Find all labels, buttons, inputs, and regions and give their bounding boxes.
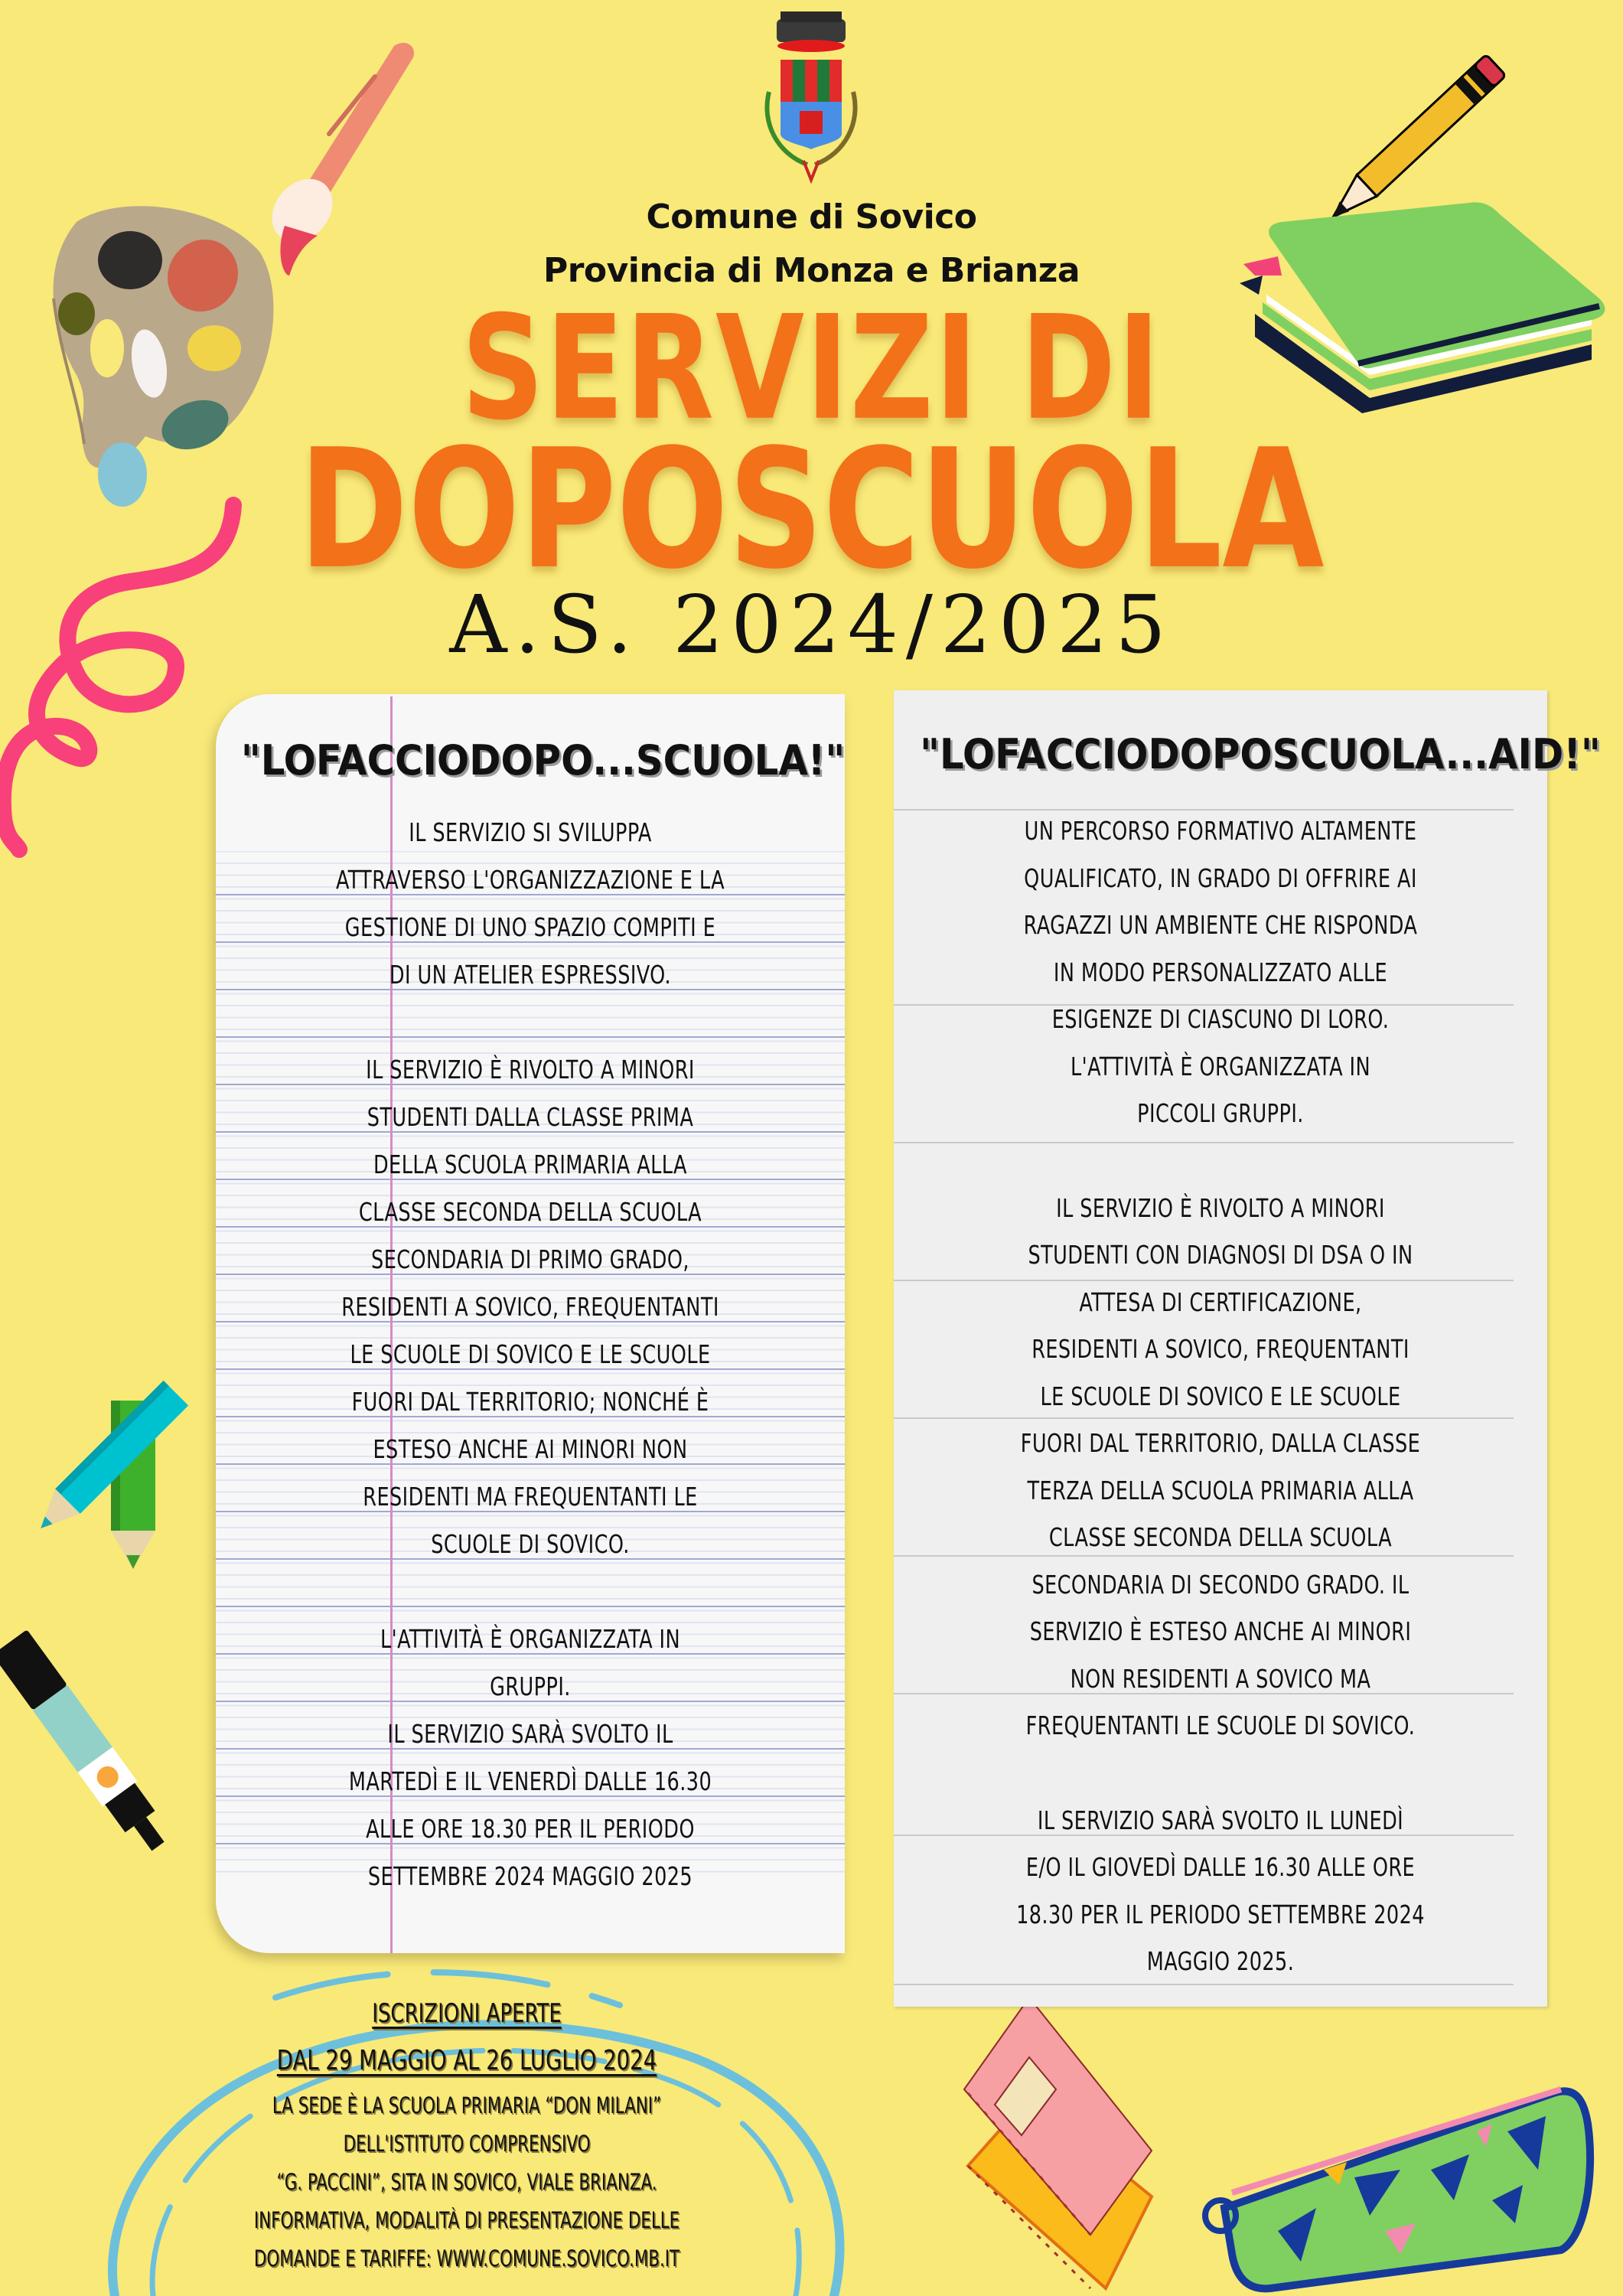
- body-line: ESIGENZE DI CIASCUNO DI LORO.: [1051, 1004, 1390, 1034]
- body-line: L'ATTIVITÀ È ORGANIZZATA IN: [380, 1624, 680, 1654]
- body-line: RAGAZZI UN AMBIENTE CHE RISPONDA: [1023, 910, 1418, 940]
- paragraph-gap: [940, 1137, 1501, 1185]
- left-card-title: "LOFACCIODOPO...SCUOLA!": [240, 736, 845, 784]
- body-line: FUORI DAL TERRITORIO; NONCHÉ È: [351, 1387, 709, 1417]
- body-line: “G. PACCINI”, SITA IN SOVICO, VIALE BRIANZA.: [276, 2169, 657, 2195]
- paragraph-gap: [940, 1750, 1501, 1797]
- body-line: ALLE ORE 18.30 PER IL PERIODO: [366, 1814, 695, 1844]
- body-line: IL SERVIZIO SARÀ SVOLTO IL: [387, 1719, 673, 1749]
- right-card-body: [940, 807, 1501, 1985]
- pencil-case-icon: [1201, 2086, 1599, 2292]
- municipality-name: Comune di Sovico: [646, 197, 977, 236]
- marker-icon: [15, 1607, 168, 1898]
- body-line: L'ATTIVITÀ È ORGANIZZATA IN: [1071, 1051, 1370, 1081]
- body-line: SECONDARIA DI PRIMO GRADO,: [371, 1244, 689, 1274]
- enrollment-info: [161, 1991, 773, 2278]
- spiral-notebooks-icon: [953, 1998, 1198, 2296]
- body-line: DELL'ISTITUTO COMPRENSIVO: [343, 2131, 591, 2157]
- body-line: IL SERVIZIO SARÀ SVOLTO IL LUNEDÌ: [1037, 1805, 1404, 1835]
- body-line: FUORI DAL TERRITORIO, DALLA CLASSE: [1020, 1428, 1421, 1458]
- body-line: RESIDENTI MA FREQUENTANTI LE: [363, 1482, 698, 1512]
- body-line: IL SERVIZIO SI SVILUPPA: [409, 817, 652, 847]
- body-line: IL SERVIZIO È RIVOLTO A MINORI: [366, 1055, 695, 1084]
- colored-pencils-icon: [31, 1385, 184, 1561]
- paragraph-gap: [260, 1568, 801, 1616]
- body-line: INFORMATIVA, MODALITÀ DI PRESENTAZIONE DELLE: [253, 2207, 680, 2233]
- right-card-title: "LOFACCIODOPOSCUOLA...AID!": [920, 730, 1601, 778]
- body-line: DOMANDE E TARIFFE: WWW.COMUNE.SOVICO.MB.IT: [253, 2245, 680, 2272]
- main-title-line1: SERVIZI DI: [461, 285, 1162, 452]
- body-line: LE SCUOLE DI SOVICO E LE SCUOLE: [1040, 1381, 1401, 1411]
- paragraph-gap: [260, 999, 801, 1046]
- body-line: SCUOLE DI SOVICO.: [431, 1529, 630, 1559]
- body-line: E/O IL GIOVEDÌ DALLE 16.30 ALLE ORE: [1025, 1852, 1416, 1882]
- body-line: TERZA DELLA SCUOLA PRIMARIA ALLA: [1027, 1475, 1414, 1505]
- body-line: 18.30 PER IL PERIODO SETTEMBRE 2024: [1016, 1899, 1425, 1929]
- school-year: A.S. 2024/2025: [449, 578, 1174, 671]
- body-line: ATTESA DI CERTIFICAZIONE,: [1079, 1287, 1362, 1317]
- body-line: PICCOLI GRUPPI.: [1137, 1098, 1304, 1128]
- body-line: IN MODO PERSONALIZZATO ALLE: [1053, 957, 1388, 987]
- body-line: CLASSE SECONDA DELLA SCUOLA: [1048, 1522, 1393, 1552]
- enrollment-dates: DAL 29 MAGGIO AL 26 LUGLIO 2024: [276, 2045, 657, 2076]
- body-line: SECONDARIA DI SECONDO GRADO. IL: [1031, 1569, 1410, 1600]
- main-title-line2: DOPOSCUOLA: [298, 413, 1325, 606]
- body-line: LE SCUOLE DI SOVICO E LE SCUOLE: [350, 1339, 711, 1369]
- body-line: GRUPPI.: [490, 1671, 571, 1701]
- left-service-card: [216, 694, 845, 1953]
- body-line: LA SEDE È LA SCUOLA PRIMARIA “DON MILANI”: [272, 2092, 662, 2118]
- body-line: GESTIONE DI UNO SPAZIO COMPITI E: [344, 912, 716, 942]
- enrollment-heading: ISCRIZIONI APERTE: [372, 1998, 562, 2029]
- province-name: Provincia di Monza e Brianza: [543, 251, 1080, 290]
- body-line: MAGGIO 2025.: [1146, 1946, 1295, 1976]
- body-line: UN PERCORSO FORMATIVO ALTAMENTE: [1024, 816, 1417, 846]
- body-line: MARTEDÌ E IL VENERDÌ DALLE 16.30: [348, 1766, 712, 1796]
- right-service-card: [894, 690, 1601, 2007]
- body-line: SERVIZIO È ESTESO ANCHE AI MINORI: [1029, 1616, 1412, 1646]
- body-line: STUDENTI CON DIAGNOSI DI DSA O IN: [1028, 1240, 1413, 1270]
- left-card-body: [260, 809, 801, 1900]
- body-line: RESIDENTI A SOVICO, FREQUENTANTI: [341, 1292, 719, 1322]
- body-line: FREQUENTANTI LE SCUOLE DI SOVICO.: [1025, 1711, 1416, 1740]
- body-line: QUALIFICATO, IN GRADO DI OFFRIRE AI: [1024, 863, 1417, 893]
- body-line: NON RESIDENTI A SOVICO MA: [1070, 1663, 1371, 1694]
- body-line: RESIDENTI A SOVICO, FREQUENTANTI: [1031, 1334, 1410, 1364]
- body-line: CLASSE SECONDA DELLA SCUOLA: [358, 1197, 702, 1227]
- body-line: IL SERVIZIO È RIVOLTO A MINORI: [1056, 1192, 1385, 1223]
- body-line: STUDENTI DALLA CLASSE PRIMA: [367, 1102, 694, 1132]
- body-line: SETTEMBRE 2024 MAGGIO 2025: [367, 1861, 693, 1891]
- municipal-crest-icon: [746, 8, 876, 184]
- body-line: DI UN ATELIER ESPRESSIVO.: [389, 960, 672, 990]
- body-line: ATTRAVERSO L'ORGANIZZAZIONE E LA: [335, 865, 725, 895]
- body-line: DELLA SCUOLA PRIMARIA ALLA: [373, 1150, 687, 1179]
- body-line: ESTESO ANCHE AI MINORI NON: [373, 1434, 688, 1464]
